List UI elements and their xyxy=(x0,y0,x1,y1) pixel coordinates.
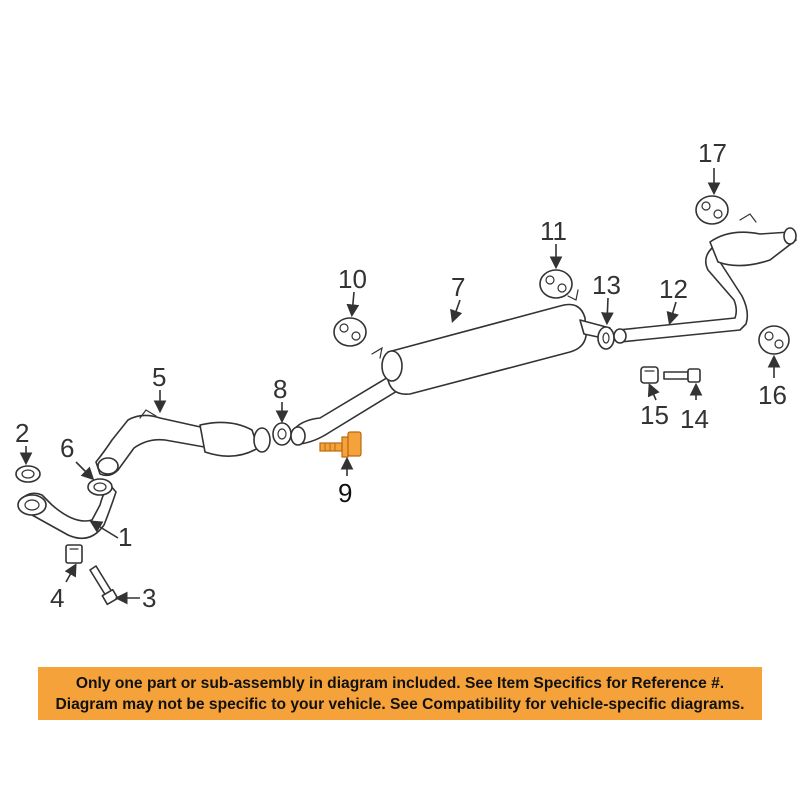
part-11-hanger xyxy=(540,270,572,298)
part-10-hanger xyxy=(334,318,366,346)
part-9-bolt-highlighted xyxy=(320,432,361,457)
part-12-tailpipe xyxy=(614,214,796,343)
callout-10: 10 xyxy=(338,264,367,294)
notice-line-1: Only one part or sub-assembly in diagram included. See Item Specifics for Reference #. xyxy=(75,674,725,692)
callout-12: 12 xyxy=(659,274,688,304)
notice-banner xyxy=(38,667,762,720)
callout-15: 15 xyxy=(640,400,669,430)
part-4-nut xyxy=(66,545,82,563)
part-3-bolt xyxy=(90,566,118,604)
part-14-bolt xyxy=(664,369,700,382)
callout-17: 17 xyxy=(698,138,727,168)
callout-4: 4 xyxy=(50,583,65,613)
callout-13: 13 xyxy=(592,270,621,300)
part-7-center-muffler xyxy=(291,290,612,445)
part-5-converter-pipe xyxy=(96,410,270,475)
part-16-hanger xyxy=(759,326,789,354)
part-13-gasket xyxy=(598,327,614,349)
part-6-gasket xyxy=(88,479,112,495)
part-17-hanger xyxy=(696,196,728,224)
part-2-gasket xyxy=(16,466,40,482)
callout-1: 1 xyxy=(118,522,133,552)
notice-line-2: Diagram may not be specific to your vehicle. See Compatibility for vehicle-specific diagrams. xyxy=(55,695,745,713)
callout-11: 11 xyxy=(540,216,567,246)
callout-3: 3 xyxy=(142,583,157,613)
callout-16: 16 xyxy=(758,380,787,410)
callout-7: 7 xyxy=(451,272,466,302)
callout-5: 5 xyxy=(152,362,167,392)
callout-14: 14 xyxy=(680,404,709,434)
callout-2: 2 xyxy=(15,418,30,448)
part-8-gasket xyxy=(273,423,291,445)
callout-9: 9 xyxy=(338,478,353,508)
callout-8: 8 xyxy=(273,374,288,404)
part-15-nut xyxy=(641,367,658,383)
callout-6: 6 xyxy=(60,433,75,463)
